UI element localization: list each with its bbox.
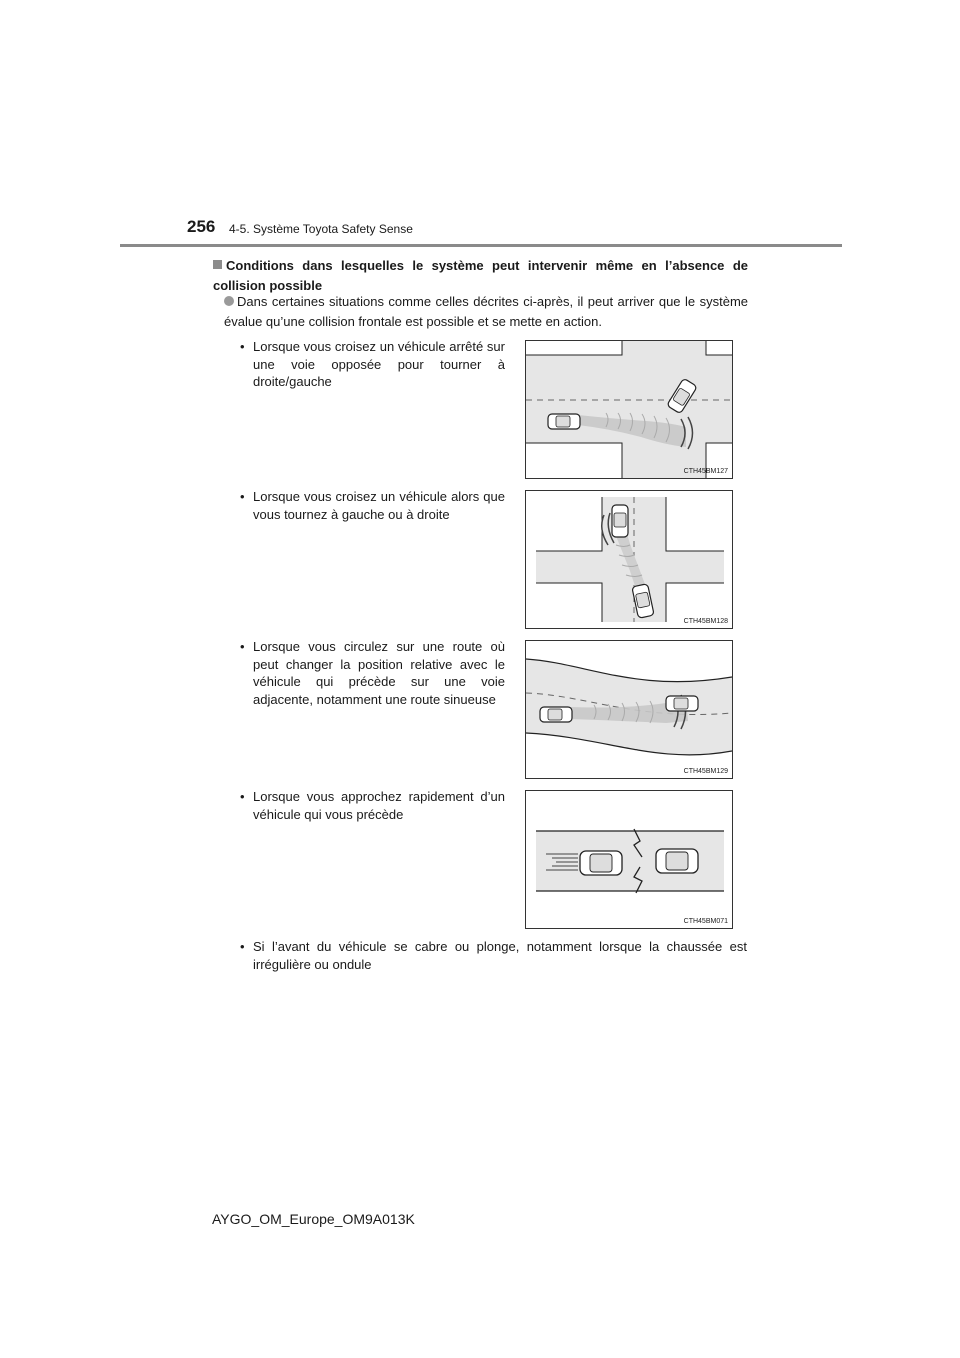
bullet-marker: • — [240, 339, 245, 354]
illustration-rapid-approach — [525, 790, 733, 929]
list-item-text: Si l’avant du véhicule se cabre ou plonge, notamment lorsque la chaussée est irrégulière ou ondule — [253, 939, 747, 972]
list-item — [240, 788, 505, 823]
list-item-text: Lorsque vous croisez un véhicule arrêté sur une voie opposée pour tourner à droite/gauche — [253, 339, 505, 389]
figure-code: CTH45BM128 — [683, 618, 728, 625]
heading-text: Conditions dans lesquelles le système peut intervenir même en l’absence de collision possible — [213, 258, 748, 293]
list-item-text: Lorsque vous croisez un véhicule alors que vous tournez à gauche ou à droite — [253, 489, 505, 522]
list-item-text: Lorsque vous approchez rapidement d’un véhicule qui vous précède — [253, 789, 505, 822]
bullet-marker: • — [240, 489, 245, 504]
intro-text: Dans certaines situations comme celles décrites ci-après, il peut arriver que le système évalue qu’une collision frontale est possible et se mette en action. — [224, 294, 748, 329]
list-item-text: Lorsque vous circulez sur une route où peut changer la position relative avec le véhicule qui précède sur une voie adjacente, notamment une route sinueuse — [253, 639, 505, 707]
page-number: 256 — [187, 217, 216, 236]
document-id: AYGO_OM_Europe_OM9A013K — [212, 1211, 415, 1227]
bullet-marker: • — [240, 639, 245, 654]
list-item — [240, 638, 505, 708]
intro-paragraph — [224, 292, 748, 332]
illustration-crossing-while-turning — [525, 490, 733, 629]
figure-code: CTH45BM071 — [683, 918, 728, 925]
illustration-crossing-stopped-vehicle — [525, 340, 733, 479]
illustration-winding-road — [525, 640, 733, 779]
condition-heading — [213, 256, 748, 296]
list-item — [240, 938, 747, 973]
circle-bullet-icon — [224, 296, 234, 306]
bullet-marker: • — [240, 789, 245, 804]
bullet-marker: • — [240, 939, 245, 954]
list-item — [240, 338, 505, 391]
square-bullet-icon — [213, 260, 222, 269]
section-title: 4-5. Système Toyota Safety Sense — [229, 222, 413, 236]
list-item — [240, 488, 505, 523]
header-divider — [120, 244, 842, 247]
figure-code: CTH45BM129 — [683, 768, 728, 775]
figure-code: CTH45BM127 — [683, 468, 728, 475]
